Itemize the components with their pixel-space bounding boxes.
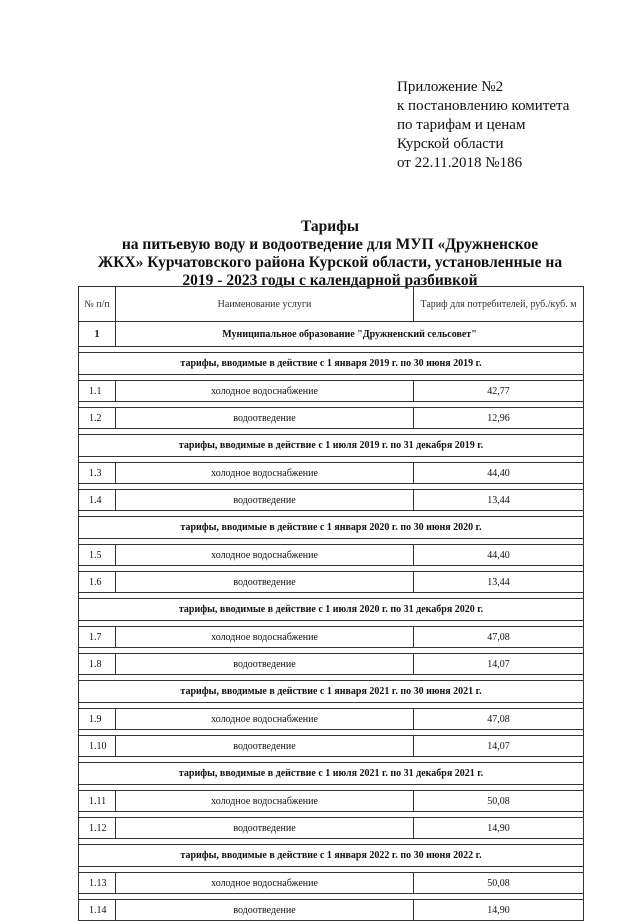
row-num: 1.10 <box>79 736 116 757</box>
appendix-line: к постановлению комитета <box>397 98 570 114</box>
service-name: водоотведение <box>116 572 414 593</box>
period-label: тарифы, вводимые в действие с 1 июля 2021 г. по 31 декабря 2021 г. <box>79 763 584 785</box>
service-name: холодное водоснабжение <box>116 873 414 894</box>
period-row <box>79 845 584 867</box>
appendix-block <box>397 78 569 173</box>
row-num: 1.9 <box>79 709 116 730</box>
header-num: № п/п <box>79 287 116 322</box>
period-row <box>79 599 584 621</box>
row-num: 1.2 <box>79 408 116 429</box>
table-header-row <box>79 287 584 322</box>
table-row <box>79 545 584 566</box>
period-label: тарифы, вводимые в действие с 1 января 2022 г. по 30 июня 2022 г. <box>79 845 584 867</box>
tariff-value: 50,08 <box>414 873 584 894</box>
title-line: 2019 - 2023 годы с календарной разбивкой <box>182 272 478 289</box>
period-row <box>79 435 584 457</box>
tariff-value: 14,90 <box>414 818 584 839</box>
period-label: тарифы, вводимые в действие с 1 января 2020 г. по 30 июня 2020 г. <box>79 517 584 539</box>
municipality-row <box>79 322 584 347</box>
table-row <box>79 736 584 757</box>
municipality-num: 1 <box>79 322 116 347</box>
appendix-date-line: от 22.11.2018 №186 <box>397 155 523 171</box>
service-name: водоотведение <box>116 654 414 675</box>
table-row <box>79 490 584 511</box>
service-name: водоотведение <box>116 736 414 757</box>
service-name: холодное водоснабжение <box>116 463 414 484</box>
tariff-value: 13,44 <box>414 490 584 511</box>
tariff-value: 13,44 <box>414 572 584 593</box>
row-num: 1.8 <box>79 654 116 675</box>
row-num: 1.13 <box>79 873 116 894</box>
service-name: водоотведение <box>116 900 414 921</box>
table-row <box>79 818 584 839</box>
row-num: 1.7 <box>79 627 116 648</box>
service-name: холодное водоснабжение <box>116 381 414 402</box>
service-name: водоотведение <box>116 818 414 839</box>
header-service-name: Наименование услуги <box>116 287 414 322</box>
title-line: ЖКХ» Курчатовского района Курской области, установленные на <box>97 254 563 271</box>
service-name: холодное водоснабжение <box>116 709 414 730</box>
period-label: тарифы, вводимые в действие с 1 июля 2020 г. по 31 декабря 2020 г. <box>79 599 584 621</box>
municipality-name: Муниципальное образование "Дружненский сельсовет" <box>116 322 584 347</box>
row-num: 1.4 <box>79 490 116 511</box>
service-name: холодное водоснабжение <box>116 791 414 812</box>
appendix-line: Приложение №2 <box>397 79 504 95</box>
tariff-value: 44,40 <box>414 545 584 566</box>
table-row <box>79 900 584 921</box>
tariff-value: 47,08 <box>414 627 584 648</box>
row-num: 1.6 <box>79 572 116 593</box>
row-num: 1.11 <box>79 791 116 812</box>
title-line: на питьевую воду и водоотведение для МУП «Дружненское <box>121 236 539 253</box>
title-line: Тарифы <box>300 218 360 235</box>
table-row <box>79 709 584 730</box>
table-row <box>79 408 584 429</box>
table-row <box>79 654 584 675</box>
period-row <box>79 681 584 703</box>
tariff-value: 47,08 <box>414 709 584 730</box>
table-row <box>79 873 584 894</box>
header-tariff: Тариф для потребителей, руб./куб. м <box>414 287 584 322</box>
table-row <box>79 572 584 593</box>
tariff-value: 14,90 <box>414 900 584 921</box>
tariff-value: 50,08 <box>414 791 584 812</box>
tariff-value: 12,96 <box>414 408 584 429</box>
tariff-value: 42,77 <box>414 381 584 402</box>
service-name: водоотведение <box>116 490 414 511</box>
period-label: тарифы, вводимые в действие с 1 июля 2019 г. по 31 декабря 2019 г. <box>79 435 584 457</box>
tariff-value: 14,07 <box>414 654 584 675</box>
row-num: 1.5 <box>79 545 116 566</box>
service-name: холодное водоснабжение <box>116 627 414 648</box>
table-row <box>79 381 584 402</box>
appendix-line: Курской области <box>397 136 504 152</box>
table-row <box>79 463 584 484</box>
appendix-line: по тарифам и ценам <box>397 117 526 133</box>
period-row <box>79 353 584 375</box>
service-name: холодное водоснабжение <box>116 545 414 566</box>
tariff-table <box>78 286 584 921</box>
row-num: 1.12 <box>79 818 116 839</box>
row-num: 1.3 <box>79 463 116 484</box>
tariff-value: 44,40 <box>414 463 584 484</box>
period-label: тарифы, вводимые в действие с 1 января 2021 г. по 30 июня 2021 г. <box>79 681 584 703</box>
period-label: тарифы, вводимые в действие с 1 января 2019 г. по 30 июня 2019 г. <box>79 353 584 375</box>
table-row <box>79 627 584 648</box>
service-name: водоотведение <box>116 408 414 429</box>
document-title <box>60 218 600 290</box>
table-row <box>79 791 584 812</box>
tariff-value: 14,07 <box>414 736 584 757</box>
row-num: 1.1 <box>79 381 116 402</box>
row-num: 1.14 <box>79 900 116 921</box>
period-row <box>79 763 584 785</box>
period-row <box>79 517 584 539</box>
